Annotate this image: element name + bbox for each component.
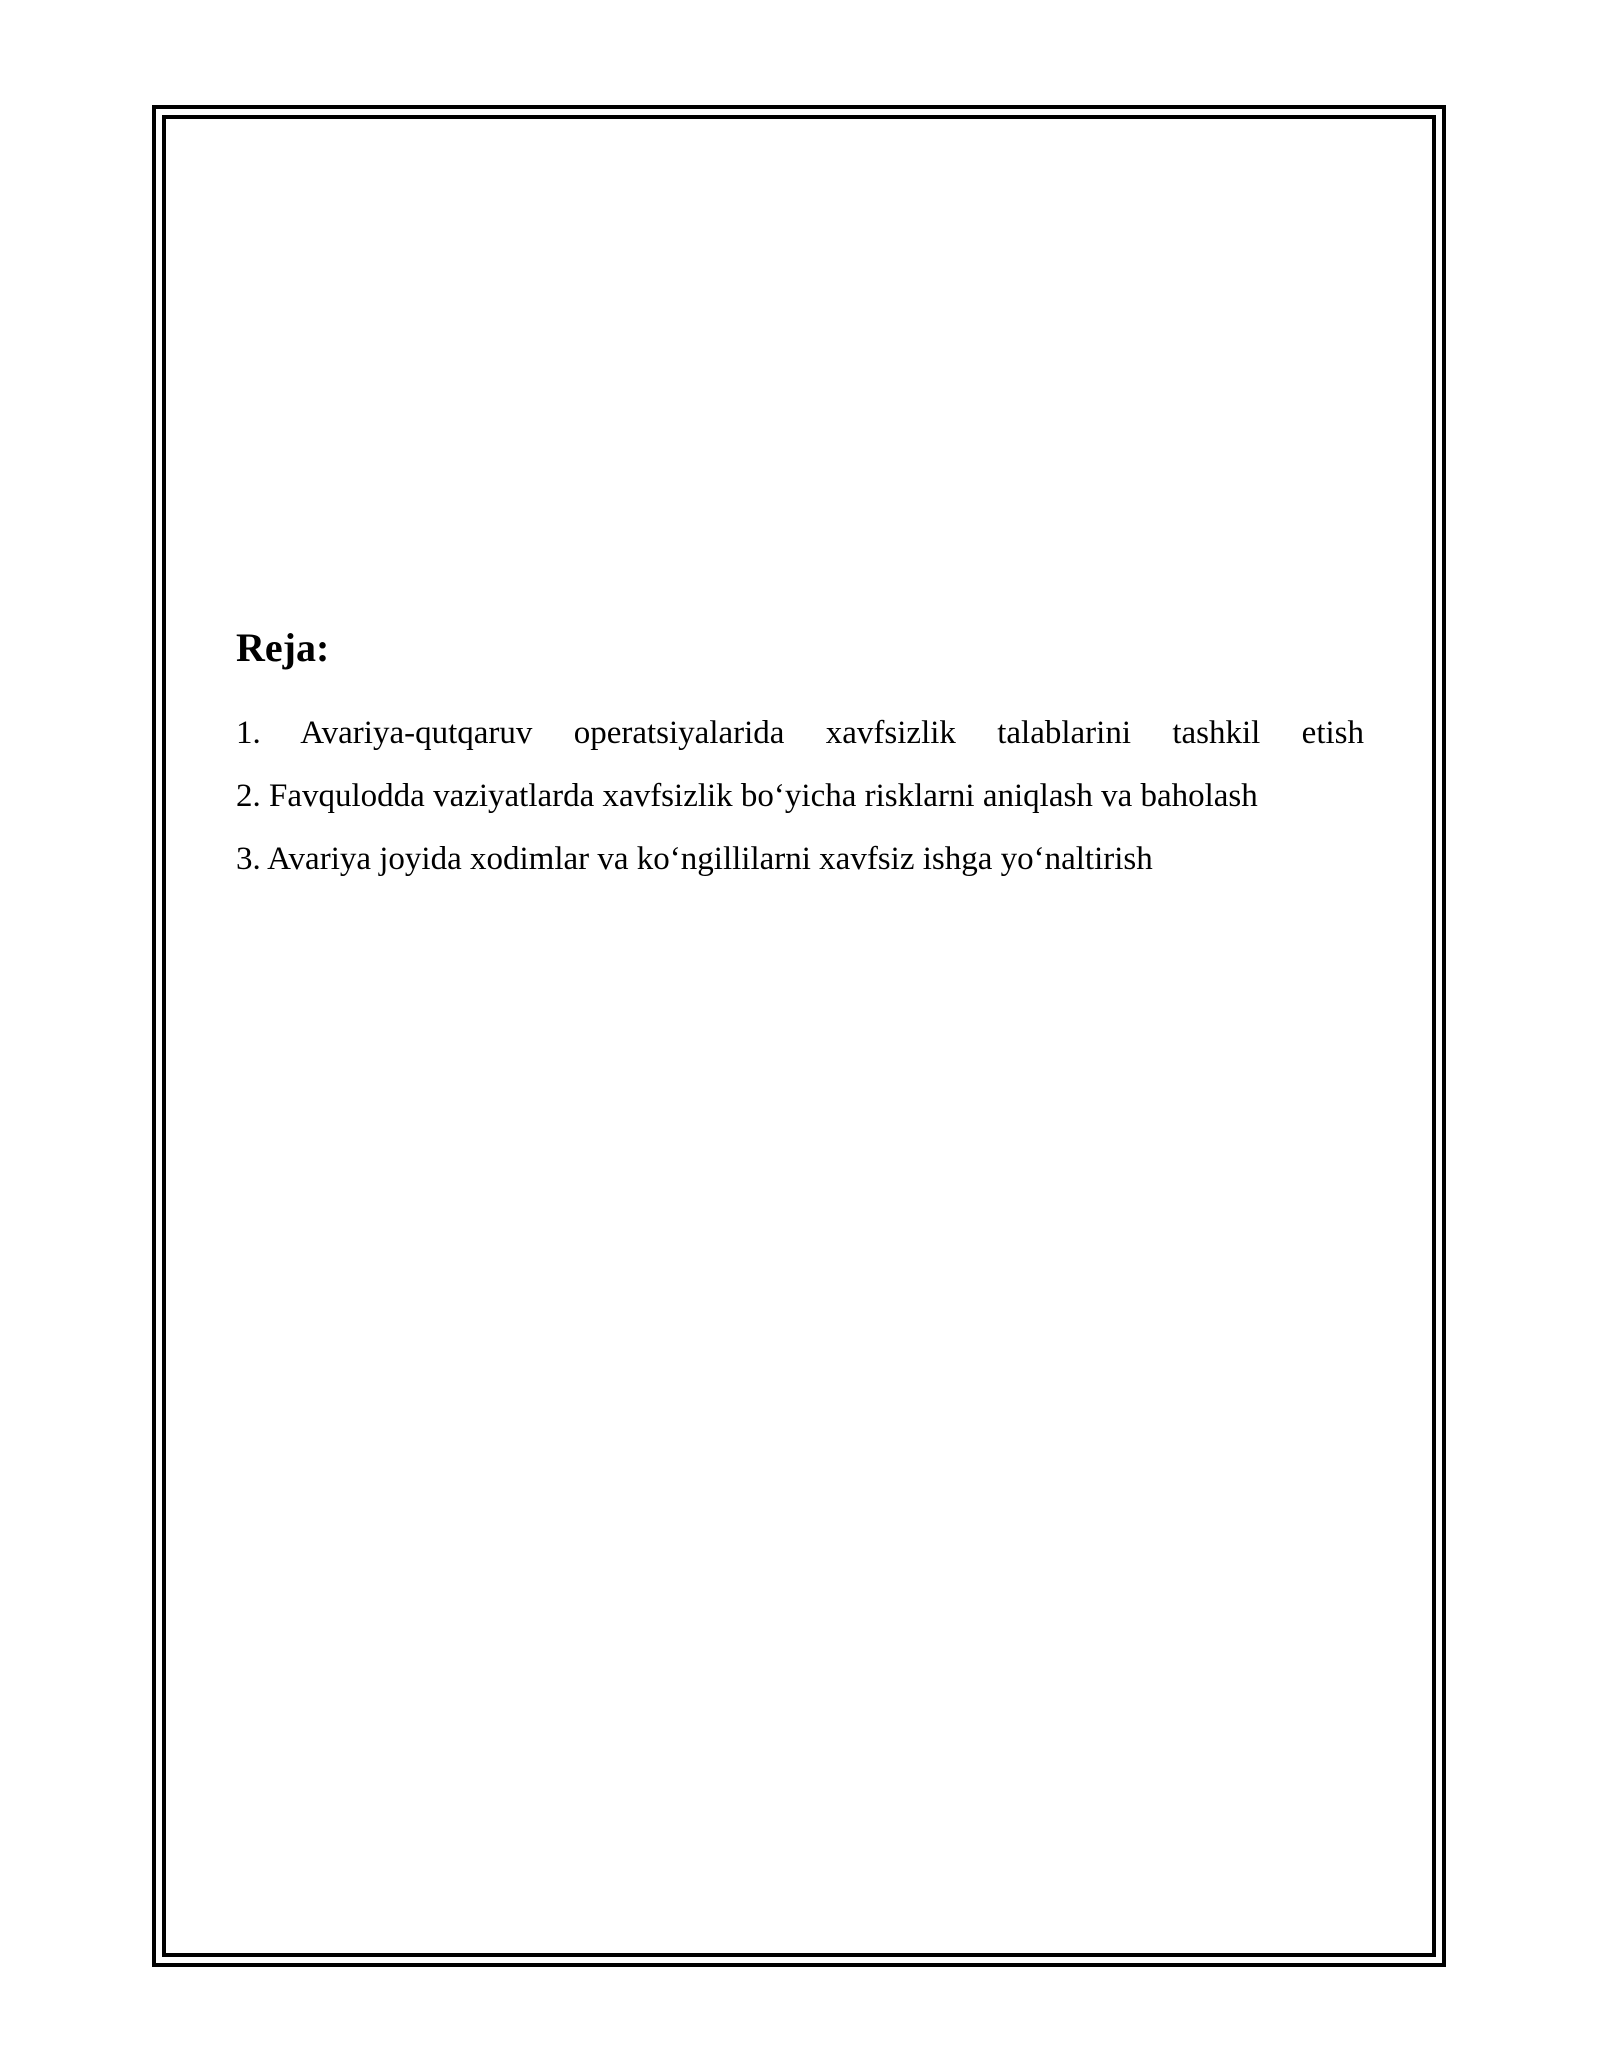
plan-list (236, 702, 1364, 891)
plan-item-1: 1. Avariya-qutqaruv operatsiyalarida xavfsizlik talablarini tashkil etish (236, 715, 1364, 751)
plan-section (236, 622, 1364, 891)
plan-item-3: 3. Avariya joyida xodimlar va ko‘ngillilarni xavfsiz ishga yo‘naltirish (236, 841, 1153, 877)
plan-title: Reja: (236, 625, 330, 670)
plan-item-2: 2. Favqulodda vaziyatlarda xavfsizlik bo‘yicha risklarni aniqlash va baholash (236, 778, 1258, 814)
page-border-inner (162, 115, 1436, 1957)
page-border-outer (152, 105, 1446, 1967)
